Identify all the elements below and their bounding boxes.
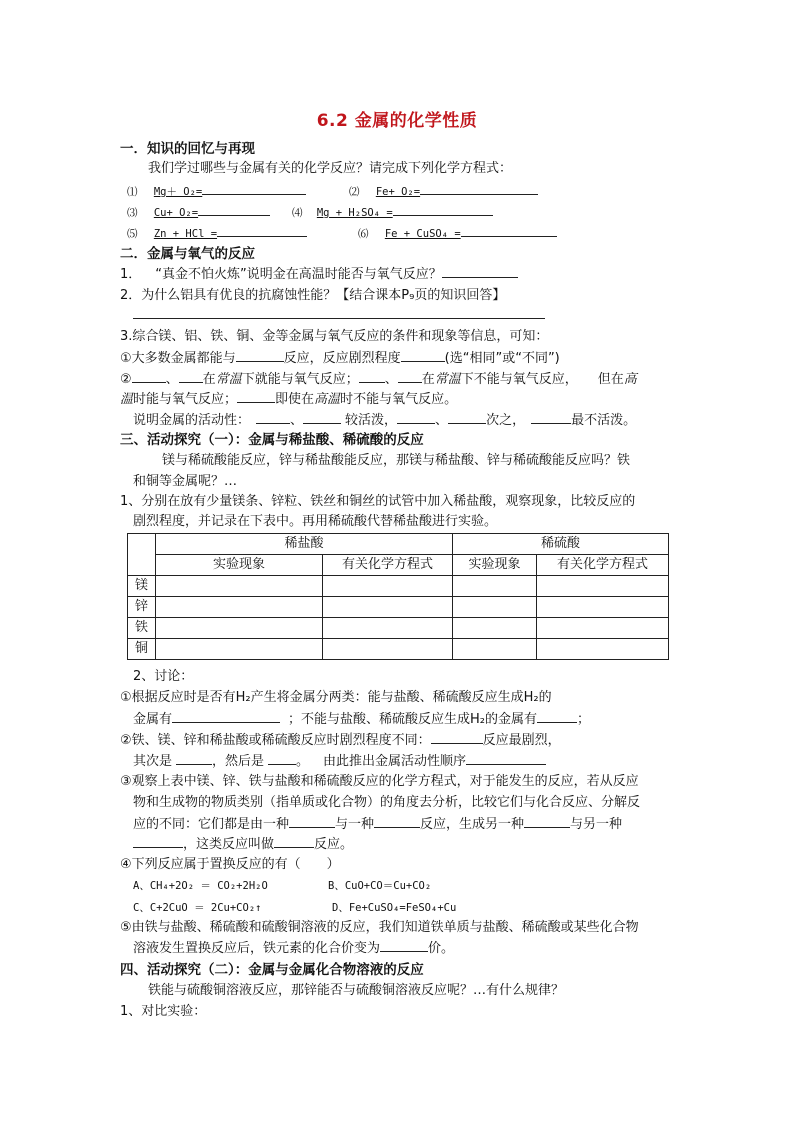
equation-4: [292, 202, 493, 223]
answer-blank[interactable]: [256, 410, 290, 424]
text: 。: [296, 754, 310, 769]
answer-blank[interactable]: [531, 410, 571, 424]
question-summary: 3.综合镁、铝、铁、铜、金等金属与氧气反应的条件和现象等信息，可知：: [120, 329, 549, 344]
discussion-1-cont: [133, 709, 590, 730]
section-3-para-2: 和铜等金属呢？…: [133, 474, 238, 489]
text: ；不能与盐酸、稀硫酸反应生成H₂的金属有: [288, 712, 538, 727]
table-row: [128, 639, 669, 660]
text: 在: [421, 372, 435, 387]
equation-number: ⑶: [127, 207, 138, 219]
answer-blank[interactable]: [398, 369, 422, 383]
text: 价。: [428, 941, 455, 956]
equation-text: Fe+ O₂=: [375, 186, 421, 198]
answer-blank[interactable]: [176, 751, 212, 765]
table-row: [128, 618, 669, 639]
answer-blank[interactable]: [397, 410, 435, 424]
text: 反应，反应剧烈程度: [283, 351, 401, 366]
discussion-1: ①根据反应时是否有H₂产生将金属分两类：能与盐酸、稀硫酸反应生成H₂的: [120, 690, 552, 705]
question-number: 1．: [120, 267, 142, 282]
text: 与一种: [335, 817, 375, 832]
option-b: B、CuO+CO＝Cu+CO₂: [328, 880, 432, 892]
text: 反应。: [314, 837, 354, 852]
option-d: D、Fe+CuSO₄=FeSO₄+Cu: [332, 902, 457, 914]
discussion-5: ⑤由铁与盐酸、稀硫酸和硫酸铜溶液的反应，我们知道铁单质与盐酸、稀硫酸或某些化合物: [120, 920, 639, 935]
text: ②铁、镁、锌和稀盐酸或稀硫酸反应时剧烈程度不同：: [120, 733, 431, 748]
text: 、: [290, 413, 304, 428]
answer-cell[interactable]: [323, 639, 453, 660]
conclusion-2-cont: [120, 389, 457, 410]
answer-blank[interactable]: [466, 751, 546, 765]
equation-5: [127, 223, 307, 244]
answer-cell[interactable]: [453, 597, 537, 618]
answer-blank[interactable]: [237, 389, 275, 403]
header-dilute-hcl: 稀盐酸: [156, 534, 453, 555]
table-row: [128, 576, 669, 597]
experiment-instruction-2: 剧烈程度，并记录在下表中。再用稀硫酸代替稀盐酸进行实验。: [133, 514, 498, 529]
discussion-3: ③观察上表中镁、锌、铁与盐酸和稀硫酸反应的化学方程式，对于能发生的反应，若从反应: [120, 774, 639, 789]
answer-blank[interactable]: [431, 730, 483, 744]
experiment-instruction-1: 1、分别在放有少量镁条、锌粒、铁丝和铜丝的试管中加入稀盐酸，观察现象，比较反应的: [120, 494, 636, 509]
equation-text: Zn + HCl =: [153, 228, 218, 240]
discussion-3-cont-1: 物和生成物的物质类别（指单质或化合物）的角度去分析，比较它们与化合反应、分解反: [133, 795, 641, 810]
section-1-intro: 我们学过哪些与金属有关的化学反应？请完成下列化学方程式：: [148, 161, 513, 176]
answer-cell[interactable]: [453, 576, 537, 597]
text: 即使在: [275, 392, 315, 407]
section-3-heading: 三、活动探究（一）：金属与稀盐酸、稀硫酸的反应: [120, 432, 424, 448]
text: 应的不同：它们都是由一种: [133, 817, 290, 832]
conclusion-2: [120, 369, 637, 390]
equation-text: Mg＋ O₂=: [153, 186, 203, 198]
answer-blank[interactable]: [217, 223, 307, 237]
section-4-para: 铁能与硫酸铜溶液反应，那锌能否与硫酸铜溶液反应呢？…有什么规律？: [148, 983, 565, 998]
equation-number: ⑵: [349, 186, 360, 198]
answer-blank[interactable]: [448, 410, 486, 424]
answer-blank[interactable]: [274, 834, 314, 848]
answer-blank[interactable]: [236, 348, 284, 362]
answer-blank[interactable]: [380, 938, 428, 952]
table-row: [128, 597, 669, 618]
text: 但在: [597, 372, 624, 387]
answer-cell[interactable]: [537, 639, 669, 660]
conclusion-3: [133, 410, 636, 431]
table-subheader-row: [128, 555, 669, 576]
answer-blank[interactable]: [442, 264, 518, 278]
text: ，然后是: [212, 754, 265, 769]
comparison-experiment: 1、对比实验：: [120, 1004, 207, 1019]
equation-number: ⑴: [127, 186, 138, 198]
discussion-title: 2、讨论：: [133, 669, 194, 684]
text: 时能与氧气反应；: [133, 392, 238, 407]
equation-number: ⑷: [292, 207, 303, 219]
answer-blank[interactable]: [198, 202, 270, 216]
section-2-heading: 二．金属与氧气的反应: [120, 246, 255, 262]
text: 金属有: [133, 712, 173, 727]
answer-blank[interactable]: [179, 369, 203, 383]
answer-cell[interactable]: [453, 639, 537, 660]
header-phenomenon: 实验现象: [453, 555, 537, 576]
text: 说明金属的活动性：: [133, 413, 251, 428]
text: ；: [577, 712, 591, 727]
text: 下不能与氧气反应，: [460, 372, 578, 387]
text: 高温: [314, 392, 341, 407]
answer-cell[interactable]: [156, 639, 323, 660]
answer-cell[interactable]: [323, 576, 453, 597]
text: 反应最剧烈，: [482, 733, 561, 748]
text: 由此推出金属活动性顺序: [323, 754, 467, 769]
answer-blank[interactable]: [401, 348, 445, 362]
equation-6: [358, 223, 557, 244]
page-title: 6.2 金属的化学性质: [316, 111, 478, 131]
text: 温: [120, 392, 134, 407]
equation-number: ⑸: [127, 228, 138, 240]
discussion-2-cont: [133, 751, 546, 772]
answer-line[interactable]: [133, 318, 545, 319]
equation-text: Fe + CuSO₄ =: [384, 228, 461, 240]
text: 溶液发生置换反应后，铁元素的化合价变为: [133, 941, 381, 956]
metal-label: 铁: [128, 618, 156, 639]
equation-1: [127, 181, 306, 202]
text: 常温: [434, 372, 461, 387]
metal-label: 锌: [128, 597, 156, 618]
answer-blank[interactable]: [359, 369, 385, 383]
discussion-4: ④下列反应属于置换反应的有（ ）: [120, 857, 340, 872]
answer-cell[interactable]: [537, 576, 669, 597]
answer-cell[interactable]: [156, 618, 323, 639]
experiment-table: [127, 533, 669, 660]
header-dilute-h2so4: 稀硫酸: [453, 534, 669, 555]
answer-blank[interactable]: [393, 202, 493, 216]
text: 反应，生成另一种: [420, 817, 525, 832]
table-header-row: [128, 534, 669, 555]
text: 、: [384, 372, 398, 387]
equation-2: [349, 181, 538, 202]
section-4-heading: 四、活动探究（二）：金属与金属化合物溶液的反应: [120, 962, 424, 978]
header-equation: 有关化学方程式: [537, 555, 669, 576]
question-gold: [120, 264, 518, 285]
section-1-heading: 一．知识的回忆与再现: [120, 141, 255, 157]
answer-blank[interactable]: [303, 410, 341, 424]
discussion-3-cont-3: [133, 834, 353, 855]
header-phenomenon: 实验现象: [156, 555, 323, 576]
text: 、: [165, 372, 179, 387]
discussion-3-cont-2: [133, 814, 622, 835]
answer-cell[interactable]: [537, 618, 669, 639]
discussion-5-cont: [133, 938, 454, 959]
answer-blank[interactable]: [537, 709, 577, 723]
question-aluminum: 2．为什么铝具有优良的抗腐蚀性能？【结合课本P₉页的知识回答】: [120, 288, 506, 303]
equation-text: Cu+ O₂=: [153, 207, 199, 219]
text: 其次是: [133, 754, 173, 769]
answer-blank[interactable]: [268, 751, 296, 765]
text: ②: [120, 372, 132, 387]
metal-label: 铜: [128, 639, 156, 660]
text: 较活泼，: [345, 413, 398, 428]
answer-blank[interactable]: [461, 223, 557, 237]
metal-label: 镁: [128, 576, 156, 597]
text: 常温: [215, 372, 242, 387]
text: 时不能与氧气反应。: [340, 392, 458, 407]
table-corner: [128, 534, 156, 576]
answer-cell[interactable]: [156, 597, 323, 618]
answer-blank[interactable]: [524, 814, 570, 828]
text: 、: [435, 413, 449, 428]
text: 高: [623, 372, 637, 387]
answer-blank[interactable]: [289, 814, 335, 828]
answer-cell[interactable]: [537, 597, 669, 618]
answer-blank[interactable]: [202, 181, 306, 195]
answer-blank[interactable]: [172, 709, 280, 723]
answer-cell[interactable]: [453, 618, 537, 639]
answer-blank[interactable]: [132, 369, 166, 383]
discussion-2: [120, 730, 561, 751]
option-a: A、CH₄+2O₂ ＝ CO₂+2H₂O: [133, 880, 268, 892]
answer-blank[interactable]: [133, 834, 183, 848]
text: ，这类反应叫做: [183, 837, 275, 852]
section-3-para-1: 镁与稀硫酸能反应，锌与稀盐酸能反应，那镁与稀盐酸、锌与稀硫酸能反应吗？铁: [162, 453, 631, 468]
header-equation: 有关化学方程式: [323, 555, 453, 576]
equation-text: Mg + H₂SO₄ =: [316, 207, 393, 219]
equation-number: ⑹: [358, 228, 369, 240]
text: 在: [202, 372, 216, 387]
answer-cell[interactable]: [156, 576, 323, 597]
answer-cell[interactable]: [323, 618, 453, 639]
text: 次之，: [486, 413, 526, 428]
text: 最不活泼。: [571, 413, 637, 428]
text: 下就能与氧气反应；: [241, 372, 359, 387]
text: ①大多数金属都能与: [120, 351, 236, 366]
equation-3: [127, 202, 270, 223]
text: (选“相同”或“不同”): [444, 351, 560, 366]
answer-cell[interactable]: [323, 597, 453, 618]
text: 与另一种: [570, 817, 623, 832]
answer-blank[interactable]: [420, 181, 538, 195]
answer-blank[interactable]: [374, 814, 420, 828]
question-text: “真金不怕火炼”说明金在高温时能否与氧气反应？: [155, 267, 442, 282]
option-c: C、C+2CuO ＝ 2Cu+CO₂↑: [133, 902, 262, 914]
conclusion-1: [120, 348, 560, 369]
